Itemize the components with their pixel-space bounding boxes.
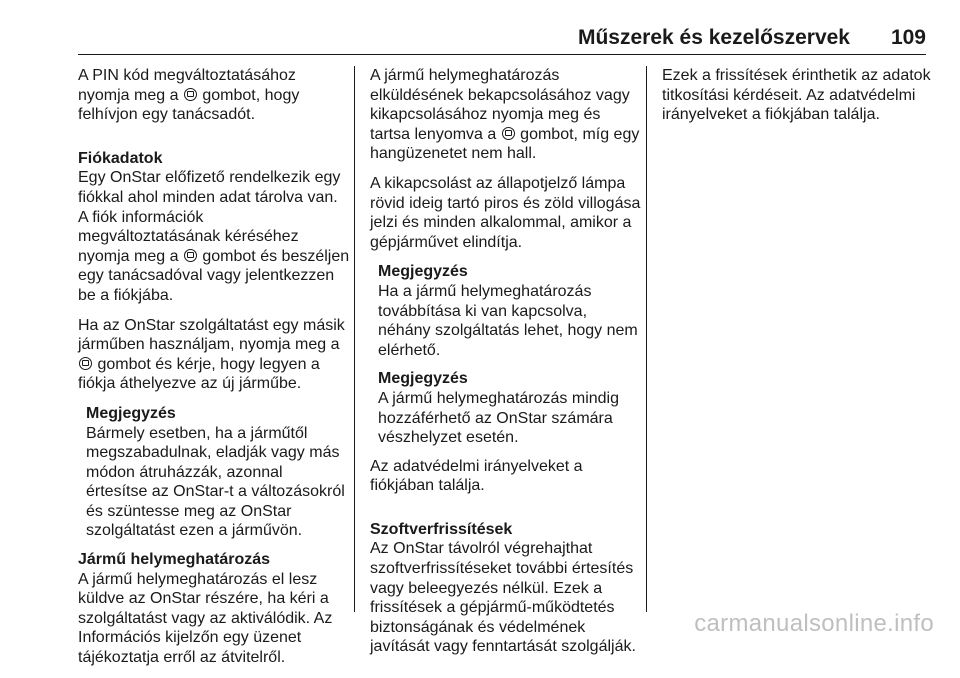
paragraph: Az adatvédelmi irányelveket a fiókjában találja.	[370, 457, 583, 495]
onstar-button-icon	[184, 88, 197, 101]
paragraph: A PIN kód megváltoztatásához nyomja meg a gombot, hogy felhívjon egy tanácsadót.	[78, 67, 300, 124]
column-divider	[354, 66, 355, 612]
watermark: carmanualsonline.info	[694, 610, 934, 637]
chapter-title: Műszerek és kezelőszervek	[577, 26, 850, 49]
location-button-icon	[502, 127, 515, 140]
paragraph: Ha az OnStar szolgáltatást egy másik járműben használjam, nyomja meg a gombot és kérje, hogy legyen a fiókja áthelyezve az új járműbe.	[78, 316, 345, 393]
note-box: Megjegyzés A jármű helymeghatározás mindig hozzáférhető az OnStar számára vészhelyzet esetén.	[370, 369, 638, 447]
paragraph: Az OnStar távolról végrehajthat szoftverfrissítéseket további értesítés vagy beleegyezés nélkül. Ezek a frissítések a gépjármű-működtetés biztonságának és védelmének javítását vagy fenntartását szolgálják.	[370, 540, 636, 656]
column-2	[370, 66, 641, 667]
note-heading: Megjegyzés	[378, 263, 468, 281]
header-rule	[78, 54, 926, 55]
note-heading: Megjegyzés	[378, 370, 468, 388]
paragraph: A jármű helymeghatározás elküldésének bekapcsolásához vagy kikapcsolásához nyomja meg és tartsa lenyomva a gombot, míg egy hangüzenetet nem hall.	[370, 67, 640, 163]
paragraph: Ezek a frissítések érinthetik az adatok titkosítási kérdéseit. Az adatvédelmi irányelveket a fiókjában találja.	[662, 67, 931, 124]
section-heading: Szoftverfrissítések	[370, 520, 513, 538]
note-heading: Megjegyzés	[86, 404, 176, 422]
note-box: Megjegyzés Ha a jármű helymeghatározás továbbítása ki van kapcsolva, néhány szolgáltatás lehet, hogy nem elérhető.	[378, 263, 638, 359]
paragraph: Egy OnStar előfizető rendelkezik egy fiókkal ahol minden adat tárolva van. A fiók információk megváltoztatásának kéréséhez nyomja meg a gombot és beszéljen egy tanácsadóval vagy jelentkezzen be a fiókjába.	[78, 169, 350, 304]
page-header	[0, 26, 960, 56]
paragraph: A jármű helymeghatározás el lesz küldve az OnStar részére, ha kéri a szolgáltatást vagy az aktiválódik. Az Információs kijelzőn egy üzenet tájékoztatja erről az átvitelről.	[78, 570, 333, 667]
column-3	[662, 66, 930, 135]
section-heading: Fiókadatok	[78, 149, 163, 167]
section-heading: Jármű helymeghatározás	[78, 551, 271, 569]
column-divider	[646, 66, 647, 612]
onstar-button-icon	[184, 249, 197, 262]
column-1	[78, 66, 350, 678]
paragraph: A kikapcsolást az állapotjelző lámpa rövid ideig tartó piros és zöld villogása jelzi és minden alkalommal, amikor a gépjárművet elindítja.	[370, 174, 641, 251]
note-box: Megjegyzés Bármely esetben, ha a járműtől megszabadulnak, eladják vagy más módon átruházzák, azonnal értesítse az OnStar-t a változásokról és szüntesse meg az OnStar szolgáltatást ezen a járművön.	[86, 404, 345, 540]
page-number: 109	[890, 26, 926, 49]
onstar-button-icon	[79, 357, 92, 370]
